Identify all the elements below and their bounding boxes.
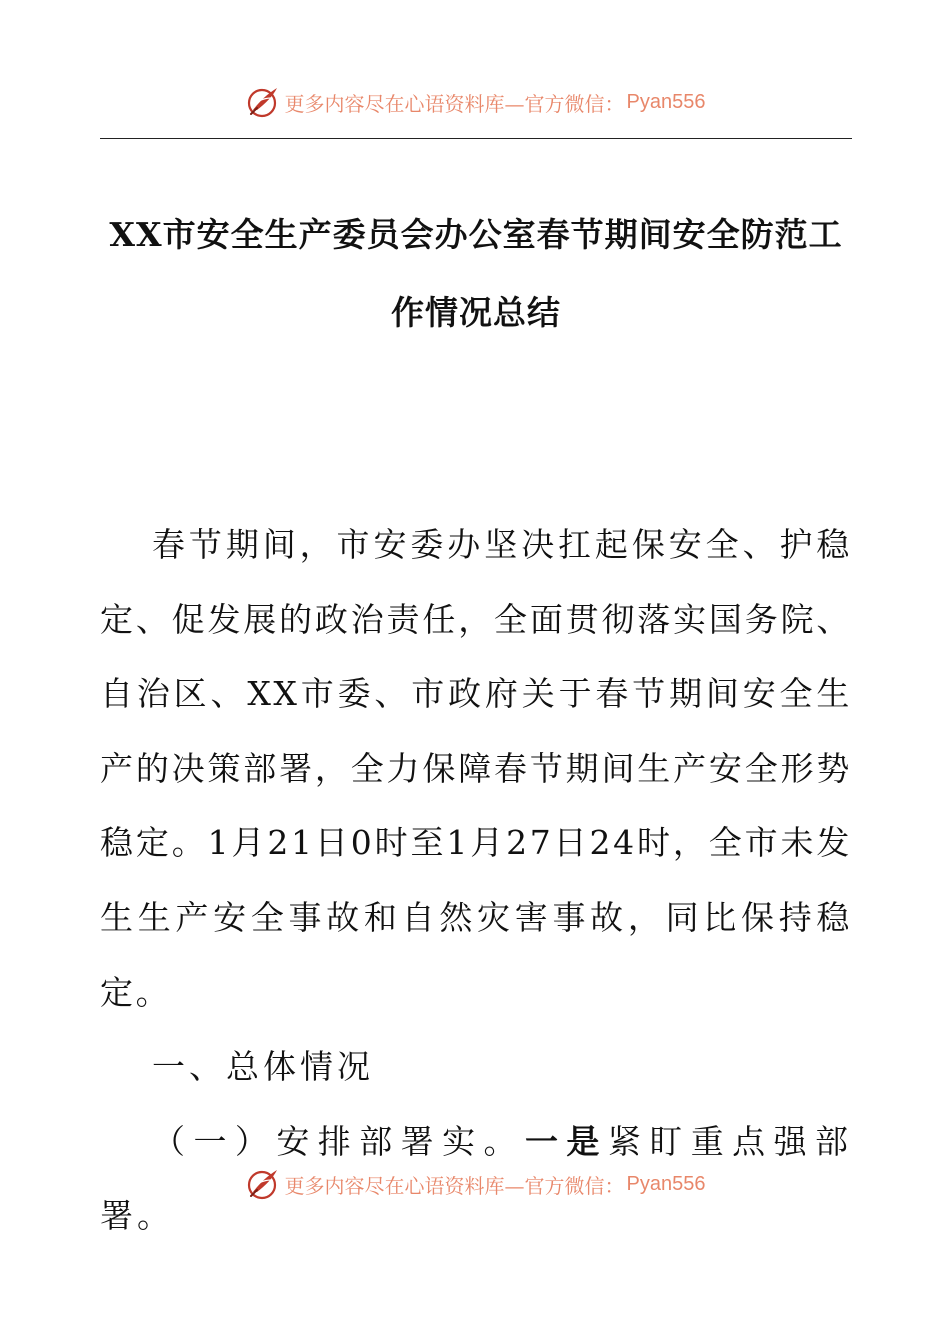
- header-banner-text: 更多内容尽在心语资料库—官方微信：: [284, 91, 625, 116]
- quill-pen-logo-icon: [245, 1166, 281, 1202]
- footer-banner: [0, 1162, 950, 1206]
- footer-banner-handle: Pyan556: [626, 1172, 706, 1195]
- subsection-label: （一）安排部署实。: [152, 1121, 525, 1161]
- quill-pen-logo-icon: [245, 84, 281, 120]
- section-heading: 一、总体情况: [152, 1047, 374, 1087]
- document-title: XX市安全生产委员会办公室春节期间安全防范工作情况总结: [109, 215, 843, 332]
- document-body: [100, 508, 852, 1254]
- header-banner-handle: Pyan556: [626, 90, 706, 113]
- header-rule: [100, 138, 852, 139]
- subsection-text: 紧盯重点强部署。: [100, 1121, 852, 1236]
- subsection-bold: 一是: [524, 1121, 608, 1161]
- header-banner: [0, 80, 950, 124]
- footer-banner-text: 更多内容尽在心语资料库—官方微信：: [284, 1173, 625, 1198]
- paragraph-intro: 春节期间，市安委办坚决扛起保安全、护稳定、促发展的政治责任，全面贯彻落实国务院、自治区、XX市委、市政府关于春节期间安全生产的决策部署，全力保障春节期间生产安全形势稳定。1月21日0时至1月27日24时，全市未发生生产安全事故和自然灾害事故，同比保持稳定。: [100, 525, 852, 1012]
